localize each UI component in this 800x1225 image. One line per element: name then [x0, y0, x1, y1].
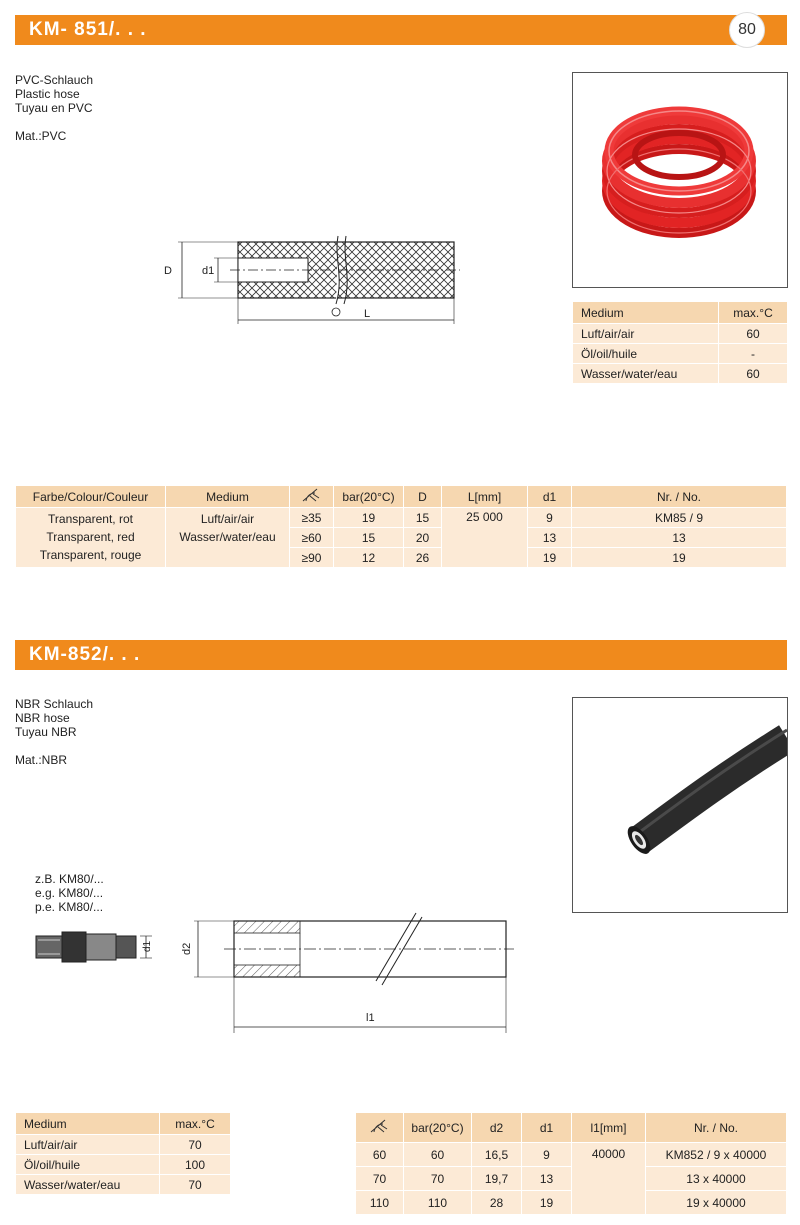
- section2-spec-table: [355, 1112, 787, 1215]
- cell: 26: [404, 548, 442, 568]
- table-row: [16, 1135, 231, 1155]
- section2-description: [15, 697, 93, 767]
- col-medium: Medium: [573, 302, 719, 324]
- col-bar: bar(20°C): [334, 486, 404, 508]
- cell: 13: [528, 528, 572, 548]
- table-row: [356, 1143, 787, 1167]
- cell: 16,5: [472, 1143, 522, 1167]
- colour-line: Transparent, red: [46, 530, 135, 544]
- cell: 15: [404, 508, 442, 528]
- length-cell: 25 000: [442, 508, 528, 568]
- cell: 60: [404, 1143, 472, 1167]
- col-l1: l1[mm]: [572, 1113, 646, 1143]
- cell: 13: [572, 528, 787, 548]
- dim-d2: d2: [181, 942, 193, 955]
- section1-spec-table: [15, 485, 787, 568]
- cell: Öl/oil/huile: [16, 1155, 160, 1175]
- colour-line: Transparent, rot: [48, 512, 133, 526]
- fitting-dim-d1: d1: [142, 940, 153, 952]
- cell: Öl/oil/huile: [573, 344, 719, 364]
- cell: 60: [356, 1143, 404, 1167]
- cell: 19: [572, 548, 787, 568]
- shore-hardness-icon: [290, 486, 334, 508]
- medium-line: Wasser/water/eau: [179, 530, 276, 544]
- cell: 28: [472, 1191, 522, 1215]
- cell: Wasser/water/eau: [16, 1175, 160, 1195]
- example-line: e.g. KM80/...: [35, 886, 104, 900]
- cell: 12: [334, 548, 404, 568]
- cell: 110: [404, 1191, 472, 1215]
- desc-line: Plastic hose: [15, 87, 80, 101]
- nbr-hose-diagram: [170, 905, 520, 1035]
- col-no: Nr. / No.: [646, 1113, 787, 1143]
- cell: ≥35: [290, 508, 334, 528]
- cell: 19: [528, 548, 572, 568]
- col-d2: d2: [472, 1113, 522, 1143]
- col-no: Nr. / No.: [572, 486, 787, 508]
- section1-description: [15, 73, 93, 143]
- length-cell: 40000: [572, 1143, 646, 1215]
- cell: ≥60: [290, 528, 334, 548]
- medium-cell: [166, 508, 290, 568]
- cell: 60: [719, 364, 788, 384]
- cell: 70: [404, 1167, 472, 1191]
- example-fitting-text: [35, 872, 104, 914]
- dim-d1: d1: [202, 265, 215, 277]
- cell: Luft/air/air: [573, 324, 719, 344]
- section1-header: [15, 15, 787, 45]
- col-max-temp: max.°C: [160, 1113, 231, 1135]
- red-hose-coil-image: [573, 73, 787, 287]
- cell: 15: [334, 528, 404, 548]
- table-row: [573, 364, 788, 384]
- table-row: [356, 1191, 787, 1215]
- section1-title: KM- 851/. . .: [29, 19, 147, 40]
- section1-temp-table: [572, 301, 788, 384]
- cell: 13 x 40000: [646, 1167, 787, 1191]
- cell: 9: [522, 1143, 572, 1167]
- cell: 60: [719, 324, 788, 344]
- example-line: z.B. KM80/...: [35, 872, 104, 886]
- colour-line: Transparent, rouge: [39, 548, 142, 562]
- cell: 19: [522, 1191, 572, 1215]
- col-D: D: [404, 486, 442, 508]
- cell: 70: [160, 1175, 231, 1195]
- desc-line: PVC-Schlauch: [15, 73, 94, 87]
- pvc-hose-diagram: [160, 228, 460, 328]
- cell: 20: [404, 528, 442, 548]
- col-colour: Farbe/Colour/Couleur: [16, 486, 166, 508]
- col-d1: d1: [522, 1113, 572, 1143]
- dim-l1: l1: [366, 1012, 375, 1024]
- cell: Luft/air/air: [16, 1135, 160, 1155]
- cell: KM85 / 9: [572, 508, 787, 528]
- col-d1: d1: [528, 486, 572, 508]
- cell: 19,7: [472, 1167, 522, 1191]
- cell: -: [719, 344, 788, 364]
- cell: 70: [160, 1135, 231, 1155]
- cell: 9: [528, 508, 572, 528]
- dim-L: L: [364, 308, 371, 320]
- col-bar: bar(20°C): [404, 1113, 472, 1143]
- cell: 100: [160, 1155, 231, 1175]
- colour-cell: [16, 508, 166, 568]
- cell: 19 x 40000: [646, 1191, 787, 1215]
- material: Mat.:NBR: [15, 753, 68, 767]
- desc-line: Tuyau NBR: [15, 725, 77, 739]
- col-medium: Medium: [166, 486, 290, 508]
- cell: 19: [334, 508, 404, 528]
- cell: ≥90: [290, 548, 334, 568]
- black-hose-image: [573, 698, 787, 912]
- cell: Wasser/water/eau: [573, 364, 719, 384]
- dim-D: D: [164, 265, 172, 277]
- table-row: [16, 1175, 231, 1195]
- cell: 110: [356, 1191, 404, 1215]
- coupling-fitting-drawing: [32, 922, 162, 972]
- section2-temp-table: [15, 1112, 231, 1195]
- cell: 13: [522, 1167, 572, 1191]
- shore-hardness-icon: [356, 1113, 404, 1143]
- table-row: [573, 344, 788, 364]
- material: Mat.:PVC: [15, 129, 67, 143]
- col-L: L[mm]: [442, 486, 528, 508]
- section2-header: [15, 640, 787, 670]
- example-line: p.e. KM80/...: [35, 900, 104, 914]
- nbr-hose-photo: [572, 697, 788, 913]
- desc-line: NBR hose: [15, 711, 70, 725]
- medium-line: Luft/air/air: [200, 512, 255, 526]
- page-number: 80: [729, 12, 765, 48]
- col-max-temp: max.°C: [719, 302, 788, 324]
- col-medium: Medium: [16, 1113, 160, 1135]
- desc-line: Tuyau en PVC: [15, 101, 93, 115]
- section2-title: KM-852/. . .: [29, 644, 141, 665]
- table-row: [16, 1155, 231, 1175]
- desc-line: NBR Schlauch: [15, 697, 94, 711]
- table-row: [356, 1167, 787, 1191]
- cell: KM852 / 9 x 40000: [646, 1143, 787, 1167]
- cell: 70: [356, 1167, 404, 1191]
- pvc-hose-photo: [572, 72, 788, 288]
- table-row: [573, 324, 788, 344]
- table-row: [16, 508, 787, 528]
